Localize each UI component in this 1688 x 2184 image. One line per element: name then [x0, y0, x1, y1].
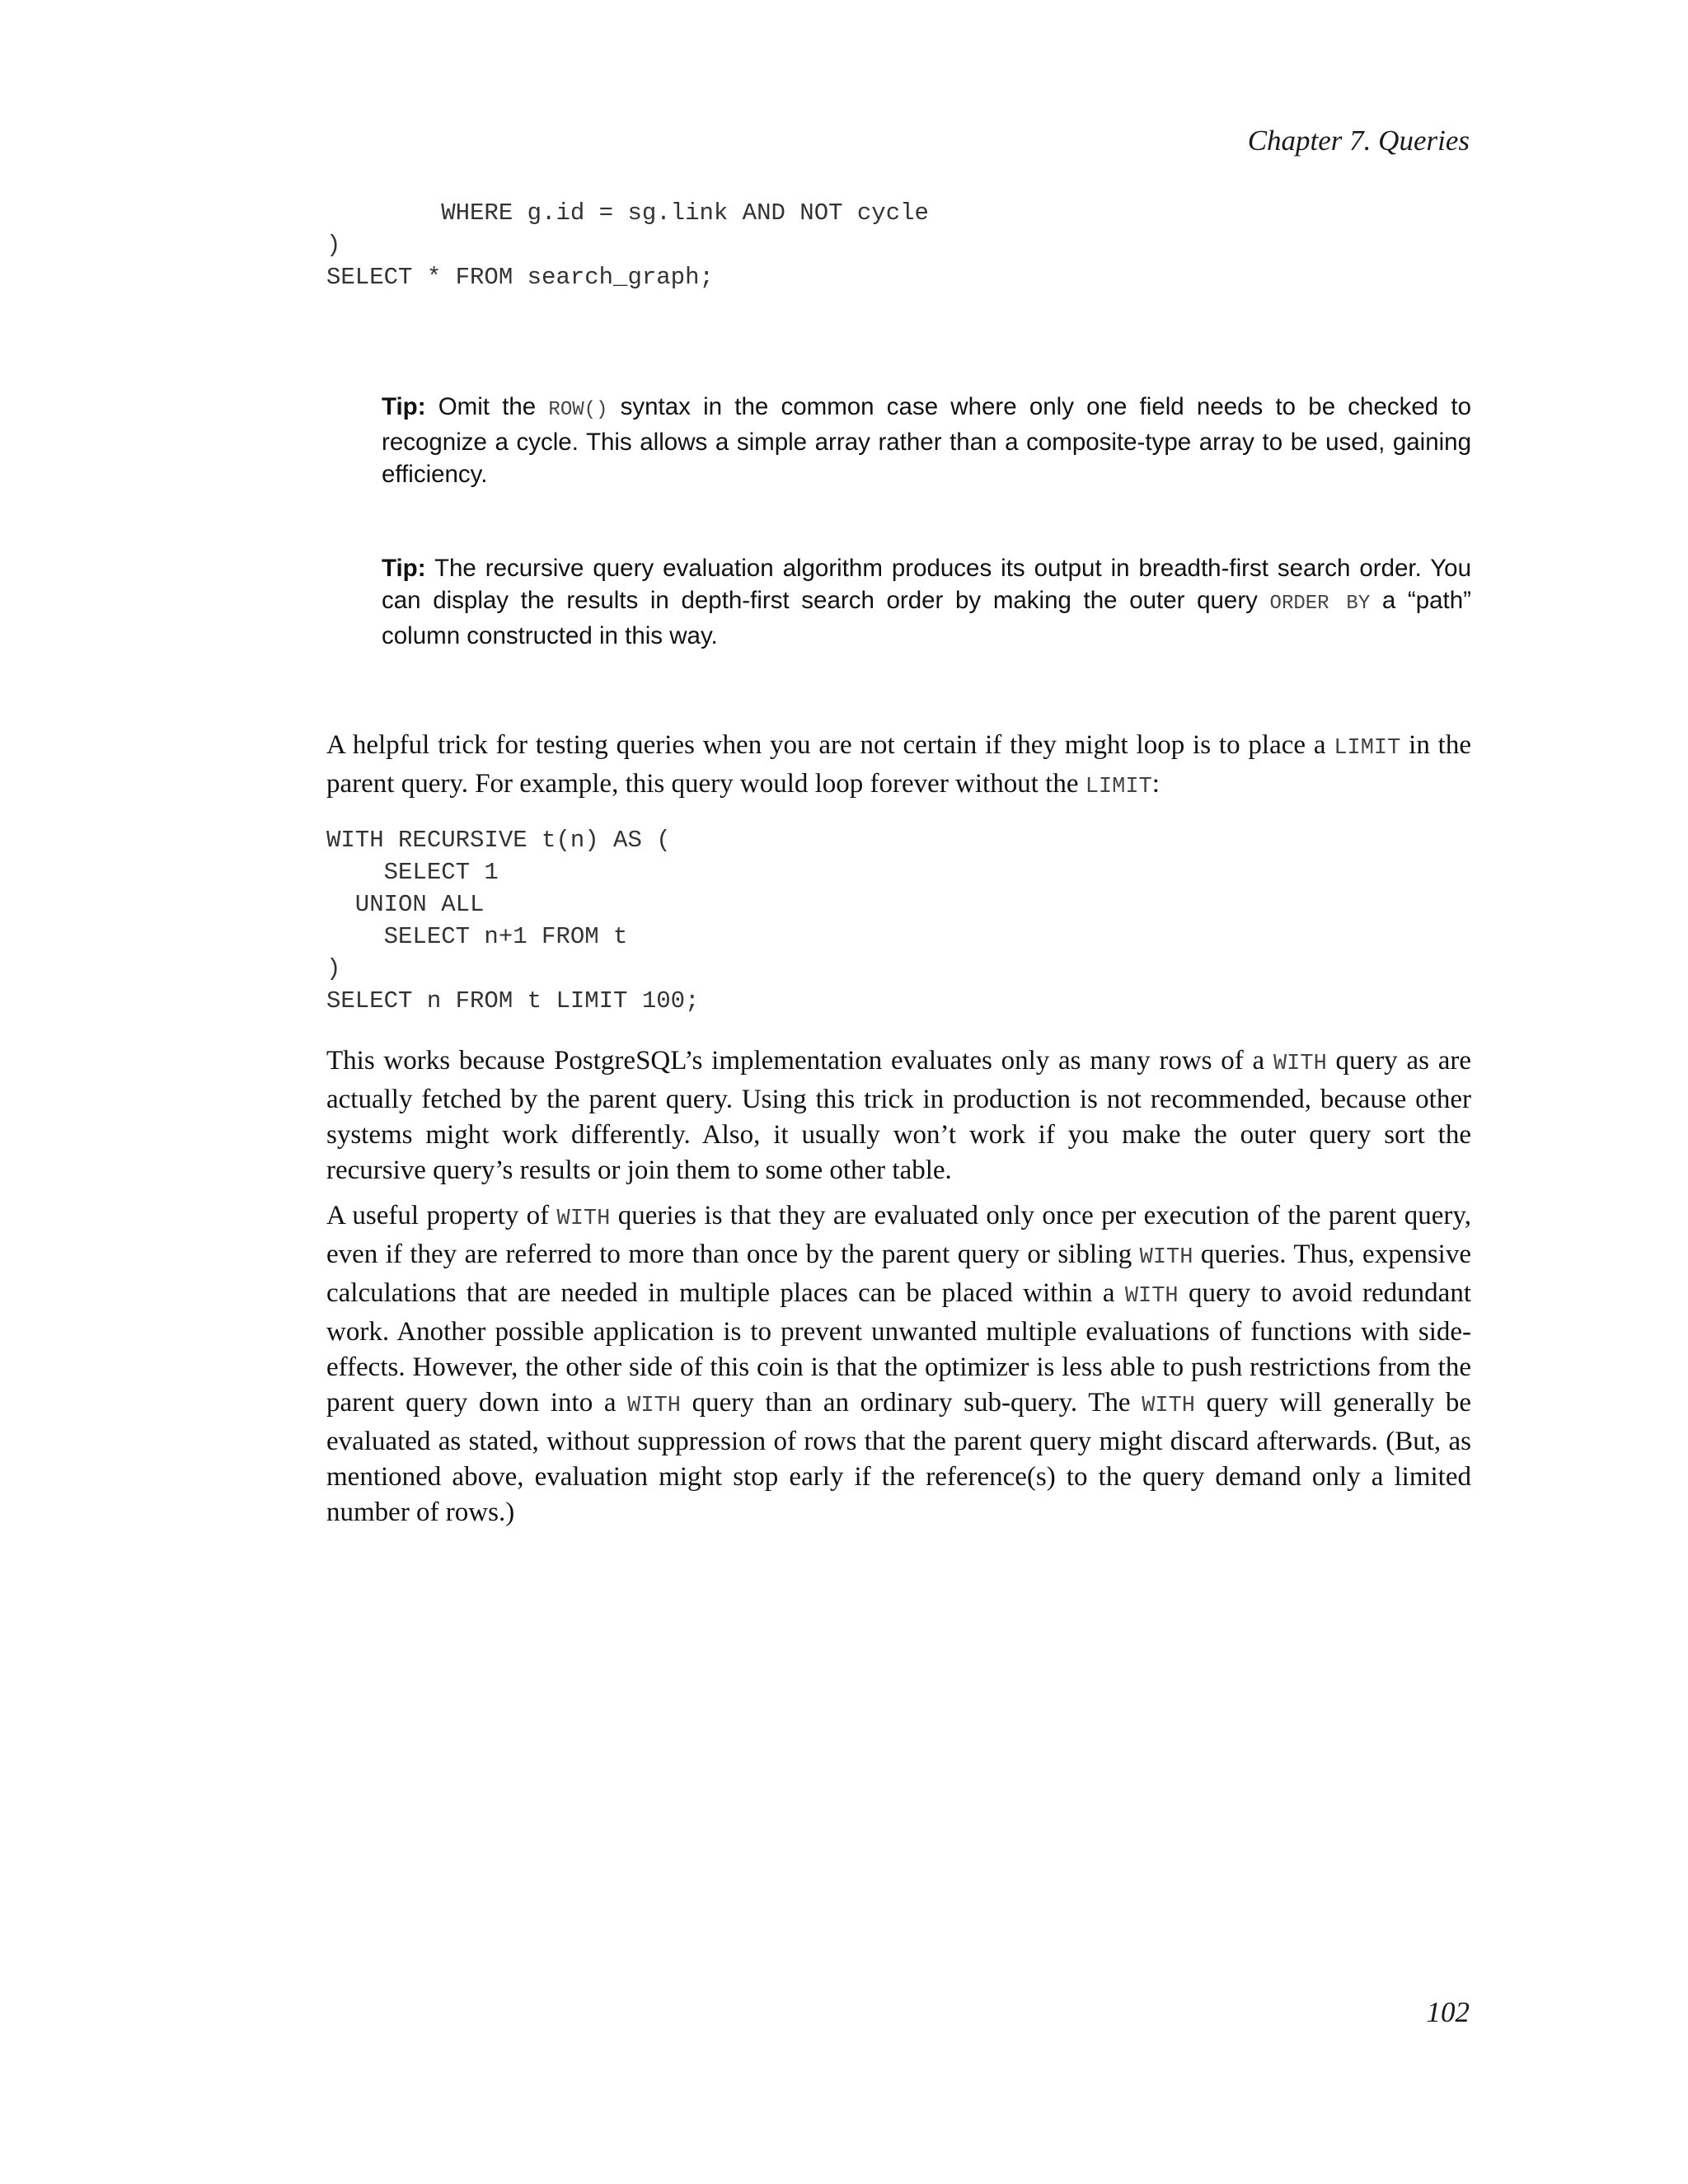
paragraph-text: A helpful trick for testing queries when you are not certain if they might loop is to place a — [326, 730, 1334, 760]
inline-code: ORDER BY — [1269, 593, 1371, 615]
code-block-recursive-limit: WITH RECURSIVE t(n) AS ( SELECT 1 UNION ALL SELECT n+1 FROM t ) SELECT n FROM t LIMIT 100; — [326, 827, 700, 1015]
paragraph-text: query will generally be evaluated as stated, without suppression of rows that the parent query might discard afterwards. (But, as mentioned above, evaluation might stop early if the reference(s) to the query demand only a limited number of rows.) — [326, 1388, 1472, 1527]
inline-code: WITH — [1273, 1052, 1327, 1076]
inline-code: LIMIT — [1334, 736, 1401, 761]
tip-text: The recursive query evaluation algorithm produces its output in breadth-first search order. You can display the results in depth-first search order by making the outer query — [382, 555, 1471, 614]
inline-code: WITH — [1124, 1284, 1179, 1309]
tip-label: Tip: — [382, 555, 426, 582]
inline-code: LIMIT — [1085, 775, 1152, 799]
page-number: 102 — [1426, 1996, 1470, 2028]
tip-row-syntax — [382, 391, 1471, 490]
inline-code: WITH — [627, 1394, 681, 1418]
inline-code: ROW() — [548, 399, 608, 421]
code-block-search-graph-end: WHERE g.id = sg.link AND NOT cycle ) SELECT * FROM search_graph; — [326, 199, 929, 291]
paragraph-text: query than an ordinary sub-query. The — [680, 1388, 1142, 1418]
inline-code: WITH — [1142, 1394, 1196, 1418]
chapter-header: Chapter 7. Queries — [1247, 124, 1470, 157]
inline-code: WITH — [556, 1207, 611, 1231]
inline-code: WITH — [1139, 1245, 1193, 1270]
paragraph-text: queries is that they are evaluated only once per execution of the parent query, even if they are referred to more than once by the parent query or sibling — [326, 1201, 1471, 1269]
tip-text: a “path” column constructed in this way. — [382, 587, 1471, 649]
tip-text: syntax in the common case where only one field needs to be checked to recognize a cycle. This allows a simple array rather than a composite-type array to be used, gaining efficiency. — [382, 393, 1471, 488]
paragraph-limit-trick — [326, 728, 1471, 805]
paragraph-text: query as are actually fetched by the parent query. Using this trick in production is not recommended, because other systems might work differently. Also, it usually won’t work if you make the outer query sort the recursive query’s results or join them to some other table. — [326, 1046, 1471, 1185]
paragraph-text: : — [1151, 769, 1160, 799]
paragraph-text: A useful property of — [326, 1201, 557, 1230]
paragraph-implementation — [326, 1043, 1471, 1188]
paragraph-text: queries. Thus, expensive calculations that are needed in multiple places can be placed within a — [326, 1240, 1471, 1308]
paragraph-text: query to avoid redundant work. Another possible application is to prevent unwanted multiple evaluations of functions with side-effects. However, the other side of this coin is that the optimizer is less able to push restrictions from the parent query down into a — [326, 1278, 1471, 1418]
tip-depth-first — [382, 552, 1471, 652]
tip-text: Omit the — [425, 393, 549, 420]
paragraph-text: in the parent query. For example, this query would loop forever without the — [326, 730, 1471, 799]
paragraph-text: This works because PostgreSQL’s implementation evaluates only as many rows of a — [326, 1046, 1273, 1076]
paragraph-with-property — [326, 1198, 1471, 1530]
tip-label: Tip: — [382, 393, 426, 420]
